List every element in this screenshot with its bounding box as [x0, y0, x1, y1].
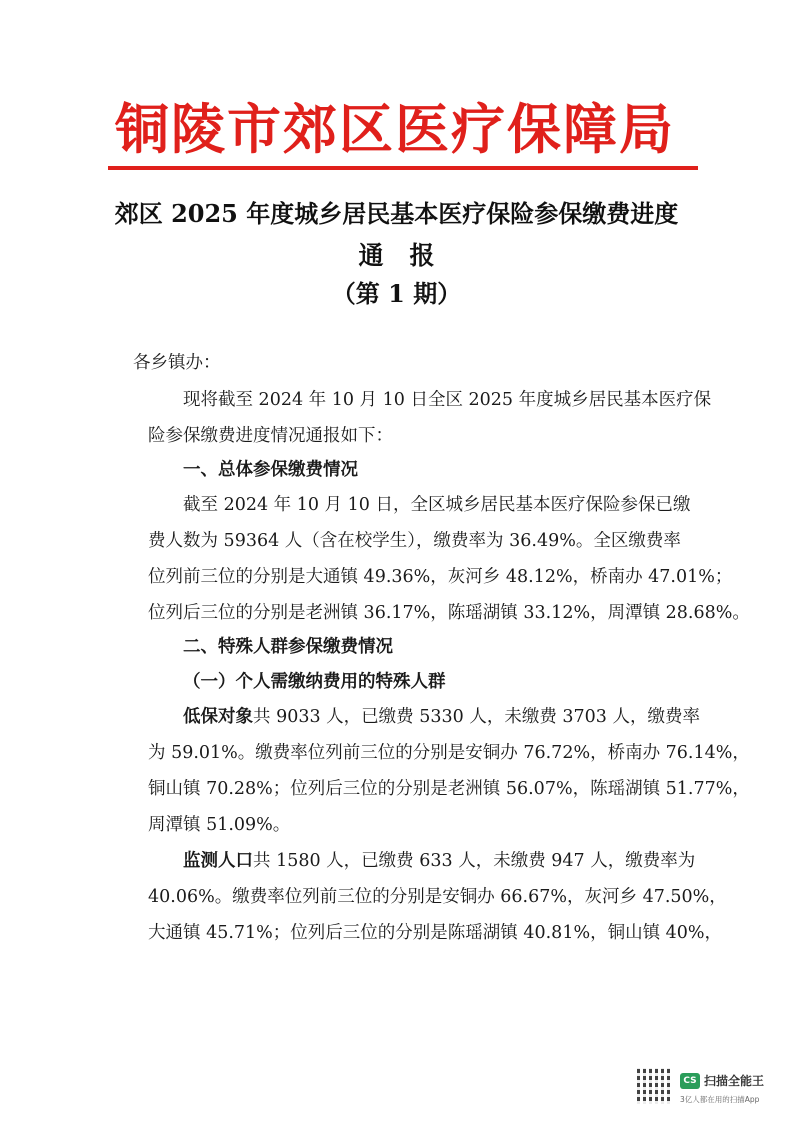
watermark-app-name: 扫描全能王 — [704, 1074, 765, 1088]
watermark-tagline: 3亿人都在用的扫描App — [680, 1095, 760, 1104]
section1-line: 位列前三位的分别是大通镇 49.36%，灰河乡 48.12%，桥南办 47.01%； — [148, 567, 733, 587]
camscanner-logo-icon: CS — [680, 1073, 700, 1089]
section-heading-overall: 一、总体参保缴费情况 — [183, 460, 358, 480]
paragraph-text: 共 9033 人，已缴费 5330 人，未缴费 3703 人，缴费率 — [253, 707, 700, 727]
letterhead-red-rule — [108, 166, 698, 170]
paragraph-text: 共 1580 人，已缴费 633 人，未缴费 947 人，缴费率为 — [253, 851, 696, 871]
paragraph-line: 为 59.01%。缴费率位列前三位的分别是安铜办 76.72%，桥南办 76.14%， — [148, 743, 750, 763]
paragraph-line: 40.06%。缴费率位列前三位的分别是安铜办 66.67%，灰河乡 47.50%， — [148, 887, 727, 907]
paragraph-line — [183, 848, 695, 874]
section1-line: 截至 2024 年 10 月 10 日，全区城乡居民基本医疗保险参保已缴 — [183, 495, 691, 515]
intro-line: 现将截至 2024 年 10 月 10 日全区 2025 年度城乡居民基本医疗保 — [183, 390, 712, 410]
group-label-monitored: 监测人口 — [183, 851, 253, 871]
qr-code-icon — [637, 1068, 673, 1104]
section1-line: 位列后三位的分别是老洲镇 36.17%，陈瑶湖镇 33.12%，周潭镇 28.68%。 — [148, 603, 750, 623]
section-heading-special: 二、特殊人群参保缴费情况 — [183, 637, 393, 657]
intro-line: 险参保缴费进度情况通报如下： — [148, 426, 393, 446]
section1-line: 费人数为 59364 人（含在校学生），缴费率为 36.49%。全区缴费率 — [148, 531, 681, 551]
notice-issue-number: （第 1 期） — [331, 279, 462, 308]
paragraph-line: 周潭镇 51.09%。 — [148, 815, 291, 835]
letterhead-title: 铜陵市郊区医疗保障局 — [115, 97, 675, 161]
paragraph-line: 大通镇 45.71%；位列后三位的分别是陈瑶湖镇 40.81%，铜山镇 40%， — [148, 923, 723, 943]
paragraph-line: 铜山镇 70.28%；位列后三位的分别是老洲镇 56.07%，陈瑶湖镇 51.77%， — [148, 779, 750, 799]
subsection-heading: （一）个人需缴纳费用的特殊人群 — [183, 672, 446, 692]
notice-title: 郊区 2025 年度城乡居民基本医疗保险参保缴费进度 — [114, 199, 679, 228]
group-label-dibao: 低保对象 — [183, 707, 253, 727]
salutation: 各乡镇办： — [133, 353, 221, 373]
paragraph-line — [183, 704, 700, 730]
notice-type: 通 报 — [358, 241, 435, 270]
